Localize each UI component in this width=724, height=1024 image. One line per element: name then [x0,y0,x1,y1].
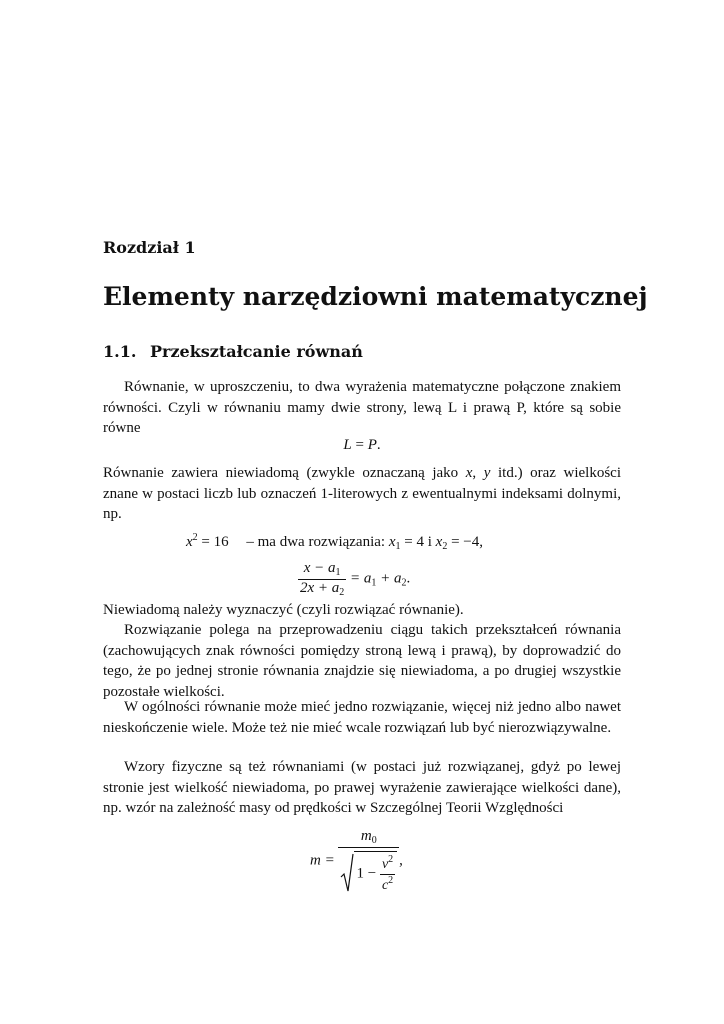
math-var: m [360,828,372,844]
math-exp: 2 [388,875,394,886]
math-comment: – ma dwa rozwiązania: [246,534,389,550]
math-var: y [483,465,491,481]
paragraph: Rozwiązanie polega na przeprowadzeniu ciągu takich przekształceń równania (zachowujących znak równości pomiędzy stroną lewą i prawą), by doprowadzić do tego, że po jednej stronie równania znajdzie się niewiadoma, a po drugiej wszystkie pozostałe wielkości. [103,622,621,700]
equation-l-equals-p [0,437,724,454]
equation-x-squared [186,532,483,552]
math-index: 2 [339,587,345,598]
text-run: , [472,465,484,481]
math-var: x [435,534,443,550]
eq-rhs: P [367,437,377,453]
math-var: x [388,534,396,550]
math-index: 0 [371,835,377,846]
math-exp: 2 [388,854,394,865]
math-text: 2x + a [300,580,340,596]
paragraph: Wzory fizyczne są też równaniami (w postaci już rozwiązanej, gdyż po lewej stronie jest wielkość niewiadoma, po prawej wyrażenie zawierające wielkości dane), np. wzór na zależność masy od prędkości w Szczególnej Teorii Względności [103,759,621,816]
math-text: = −4, [447,534,483,550]
numerator [298,560,346,580]
math-index: 1 [371,577,377,589]
math-index: 1 [335,567,341,578]
paragraph: Niewiadomą należy wyznaczyć (czyli rozwiązać równanie). [103,602,464,618]
section-heading [103,342,363,361]
fraction [298,560,346,598]
math-text: , [399,852,403,869]
square-root [340,851,397,894]
section-title: Przekształcanie równań [149,342,363,361]
math-index: 2 [442,541,448,552]
radical-sign-icon [340,853,354,893]
radicand [354,851,397,894]
eq-lhs: L [343,437,352,453]
denominator [298,580,346,598]
equation-fraction [298,560,410,598]
equation-relativistic-mass [310,828,403,894]
section-number: 1.1. [103,342,137,361]
chapter-label: Rozdział 1 [103,238,196,257]
math-text: m = [310,852,339,869]
paragraph [103,463,621,525]
math-var: x [186,534,193,550]
text-run: Równanie zawiera niewiadomą (zwykle oznaczaną jako [103,465,466,481]
math-text: = 4 i [400,534,436,550]
math-var: v [381,857,389,872]
math-var: c [381,878,389,893]
math-text: = 16 [197,534,229,550]
eq-end: . [376,437,381,453]
math-index: 1 [395,541,401,552]
math-var: x [465,465,473,481]
denominator [380,875,395,894]
math-text: x − a [303,560,336,576]
math-index: 2 [401,577,407,589]
math-text: + a [376,570,402,587]
math-text: 1 − [356,865,380,882]
fraction [380,854,395,894]
numerator [380,854,395,875]
paragraph: Równanie, w uproszczeniu, to dwa wyrażenia matematyczne połączone znakiem równości. Czyli w równaniu mamy dwie strony, lewą L i prawą P, które są sobie równe [103,379,621,436]
math-exp: 2 [192,532,198,543]
numerator [338,828,399,848]
text-run: itd.) oraz wielkości znane w postaci liczb lub oznaczeń 1-literowych z ewentualnymi indeksami dolnymi, np. [103,465,622,522]
denominator [338,848,399,894]
fraction [338,828,399,894]
math-text: = a [346,570,372,587]
chapter-title: Elementy narzędziowni matematycznej [103,282,648,311]
paragraph: W ogólności równanie może mieć jedno rozwiązanie, więcej niż jedno albo nawet nieskończenie wiele. Może też nie mieć wcale rozwiązań lub być nierozwiązywalne. [103,699,621,736]
math-text: . [406,570,411,587]
eq-op: = [351,437,368,453]
